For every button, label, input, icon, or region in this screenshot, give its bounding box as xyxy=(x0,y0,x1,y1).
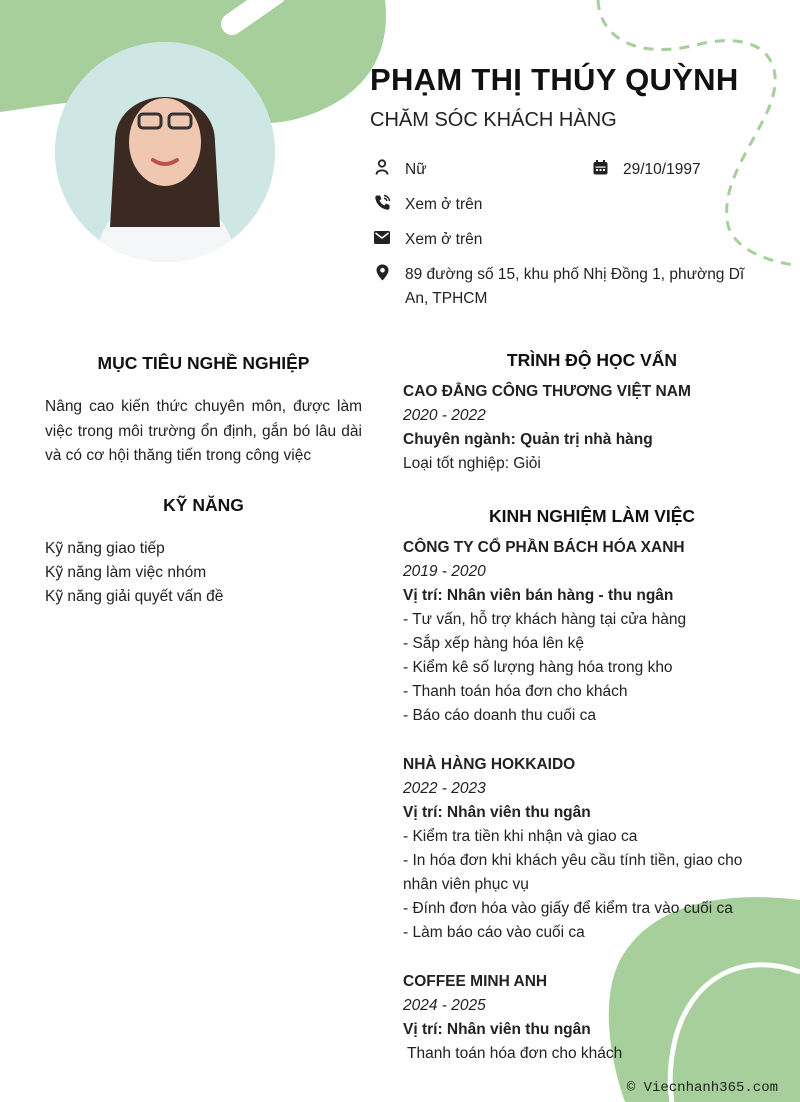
job-period: 2019 - 2020 xyxy=(403,563,486,580)
calendar-icon xyxy=(590,158,610,176)
candidate-role: CHĂM SÓC KHÁCH HÀNG xyxy=(370,109,617,131)
job-period: 2022 - 2023 xyxy=(403,780,486,797)
address-row xyxy=(372,263,752,311)
objective-text: Nâng cao kiến thức chuyên môn, được làm việc trong môi trường ổn định, gắn bó lâu dài và có cơ hội thăng tiến trong công việc xyxy=(45,398,362,464)
list-item: - Sắp xếp hàng hóa lên kệ xyxy=(403,635,584,652)
duty-list xyxy=(403,608,773,728)
education-grade: Loại tốt nghiệp: Giỏi xyxy=(403,455,541,472)
person-icon xyxy=(372,158,392,176)
job-position: Vị trí: Nhân viên bán hàng - thu ngân xyxy=(403,587,674,604)
list-item: Thanh toán hóa đơn cho khách xyxy=(403,1045,623,1062)
job-period: 2024 - 2025 xyxy=(403,997,486,1014)
experience-title: KINH NGHIỆM LÀM VIỆC xyxy=(488,506,696,526)
job-block xyxy=(403,536,773,728)
education-block xyxy=(403,380,773,476)
skills-title: KỸ NĂNG xyxy=(163,495,244,515)
list-item: - Làm báo cáo vào cuối ca xyxy=(403,924,585,941)
list-item: - In hóa đơn khi khách yêu cầu tính tiền, giao cho nhân viên phục vụ xyxy=(403,852,743,893)
candidate-name: PHẠM THỊ THÚY QUỲNH xyxy=(370,62,739,97)
list-item: Kỹ năng giải quyết vấn đề xyxy=(45,588,224,605)
phone-row xyxy=(372,193,482,217)
gender-row xyxy=(372,158,427,182)
job-block xyxy=(403,753,773,945)
dashed-curve xyxy=(598,0,795,265)
birthday-row xyxy=(590,158,701,182)
job-position: Vị trí: Nhân viên thu ngân xyxy=(403,804,591,821)
duty-list xyxy=(403,825,773,945)
skills-list xyxy=(45,537,223,609)
job-position: Vị trí: Nhân viên thu ngân xyxy=(403,1021,591,1038)
job-block xyxy=(403,970,773,1066)
email-value: Xem ở trên xyxy=(405,231,483,248)
list-item: - Kiểm kê số lượng hàng hóa trong kho xyxy=(403,659,673,676)
footer-credit: © Viecnhanh365.com xyxy=(626,1080,778,1096)
gender-value: Nữ xyxy=(405,161,427,178)
education-title: TRÌNH ĐỘ HỌC VẤN xyxy=(506,350,678,370)
address-value: 89 đường số 15, khu phố Nhị Đồng 1, phường Dĩ An, TPHCM xyxy=(405,266,745,307)
location-pin-icon xyxy=(372,263,392,281)
education-major: Chuyên ngành: Quản trị nhà hàng xyxy=(403,431,653,448)
birthday-value: 29/10/1997 xyxy=(623,161,701,178)
phone-value: Xem ở trên xyxy=(405,196,483,213)
education-period: 2020 - 2022 xyxy=(403,407,486,424)
list-item: Kỹ năng làm việc nhóm xyxy=(45,564,207,581)
objective-title: MỤC TIÊU NGHỀ NGHIỆP xyxy=(97,353,310,373)
list-item: - Đính đơn hóa vào giấy để kiểm tra vào cuối ca xyxy=(403,900,733,917)
email-row xyxy=(372,228,482,252)
list-item: - Thanh toán hóa đơn cho khách xyxy=(403,683,628,700)
school-name: CAO ĐẲNG CÔNG THƯƠNG VIỆT NAM xyxy=(403,383,691,400)
list-item: - Kiểm tra tiền khi nhận và giao ca xyxy=(403,828,638,845)
list-item: - Tư vấn, hỗ trợ khách hàng tại cửa hàng xyxy=(403,611,687,628)
list-item: Kỹ năng giao tiếp xyxy=(45,540,165,557)
duty-list xyxy=(403,1042,773,1066)
list-item: - Báo cáo doanh thu cuối ca xyxy=(403,707,597,724)
profile-photo xyxy=(55,42,275,262)
phone-icon xyxy=(372,193,392,211)
company-name: NHÀ HÀNG HOKKAIDO xyxy=(403,756,576,773)
company-name: COFFEE MINH ANH xyxy=(403,973,548,990)
mail-icon xyxy=(372,228,392,246)
company-name: CÔNG TY CỔ PHẦN BÁCH HÓA XANH xyxy=(403,539,685,556)
